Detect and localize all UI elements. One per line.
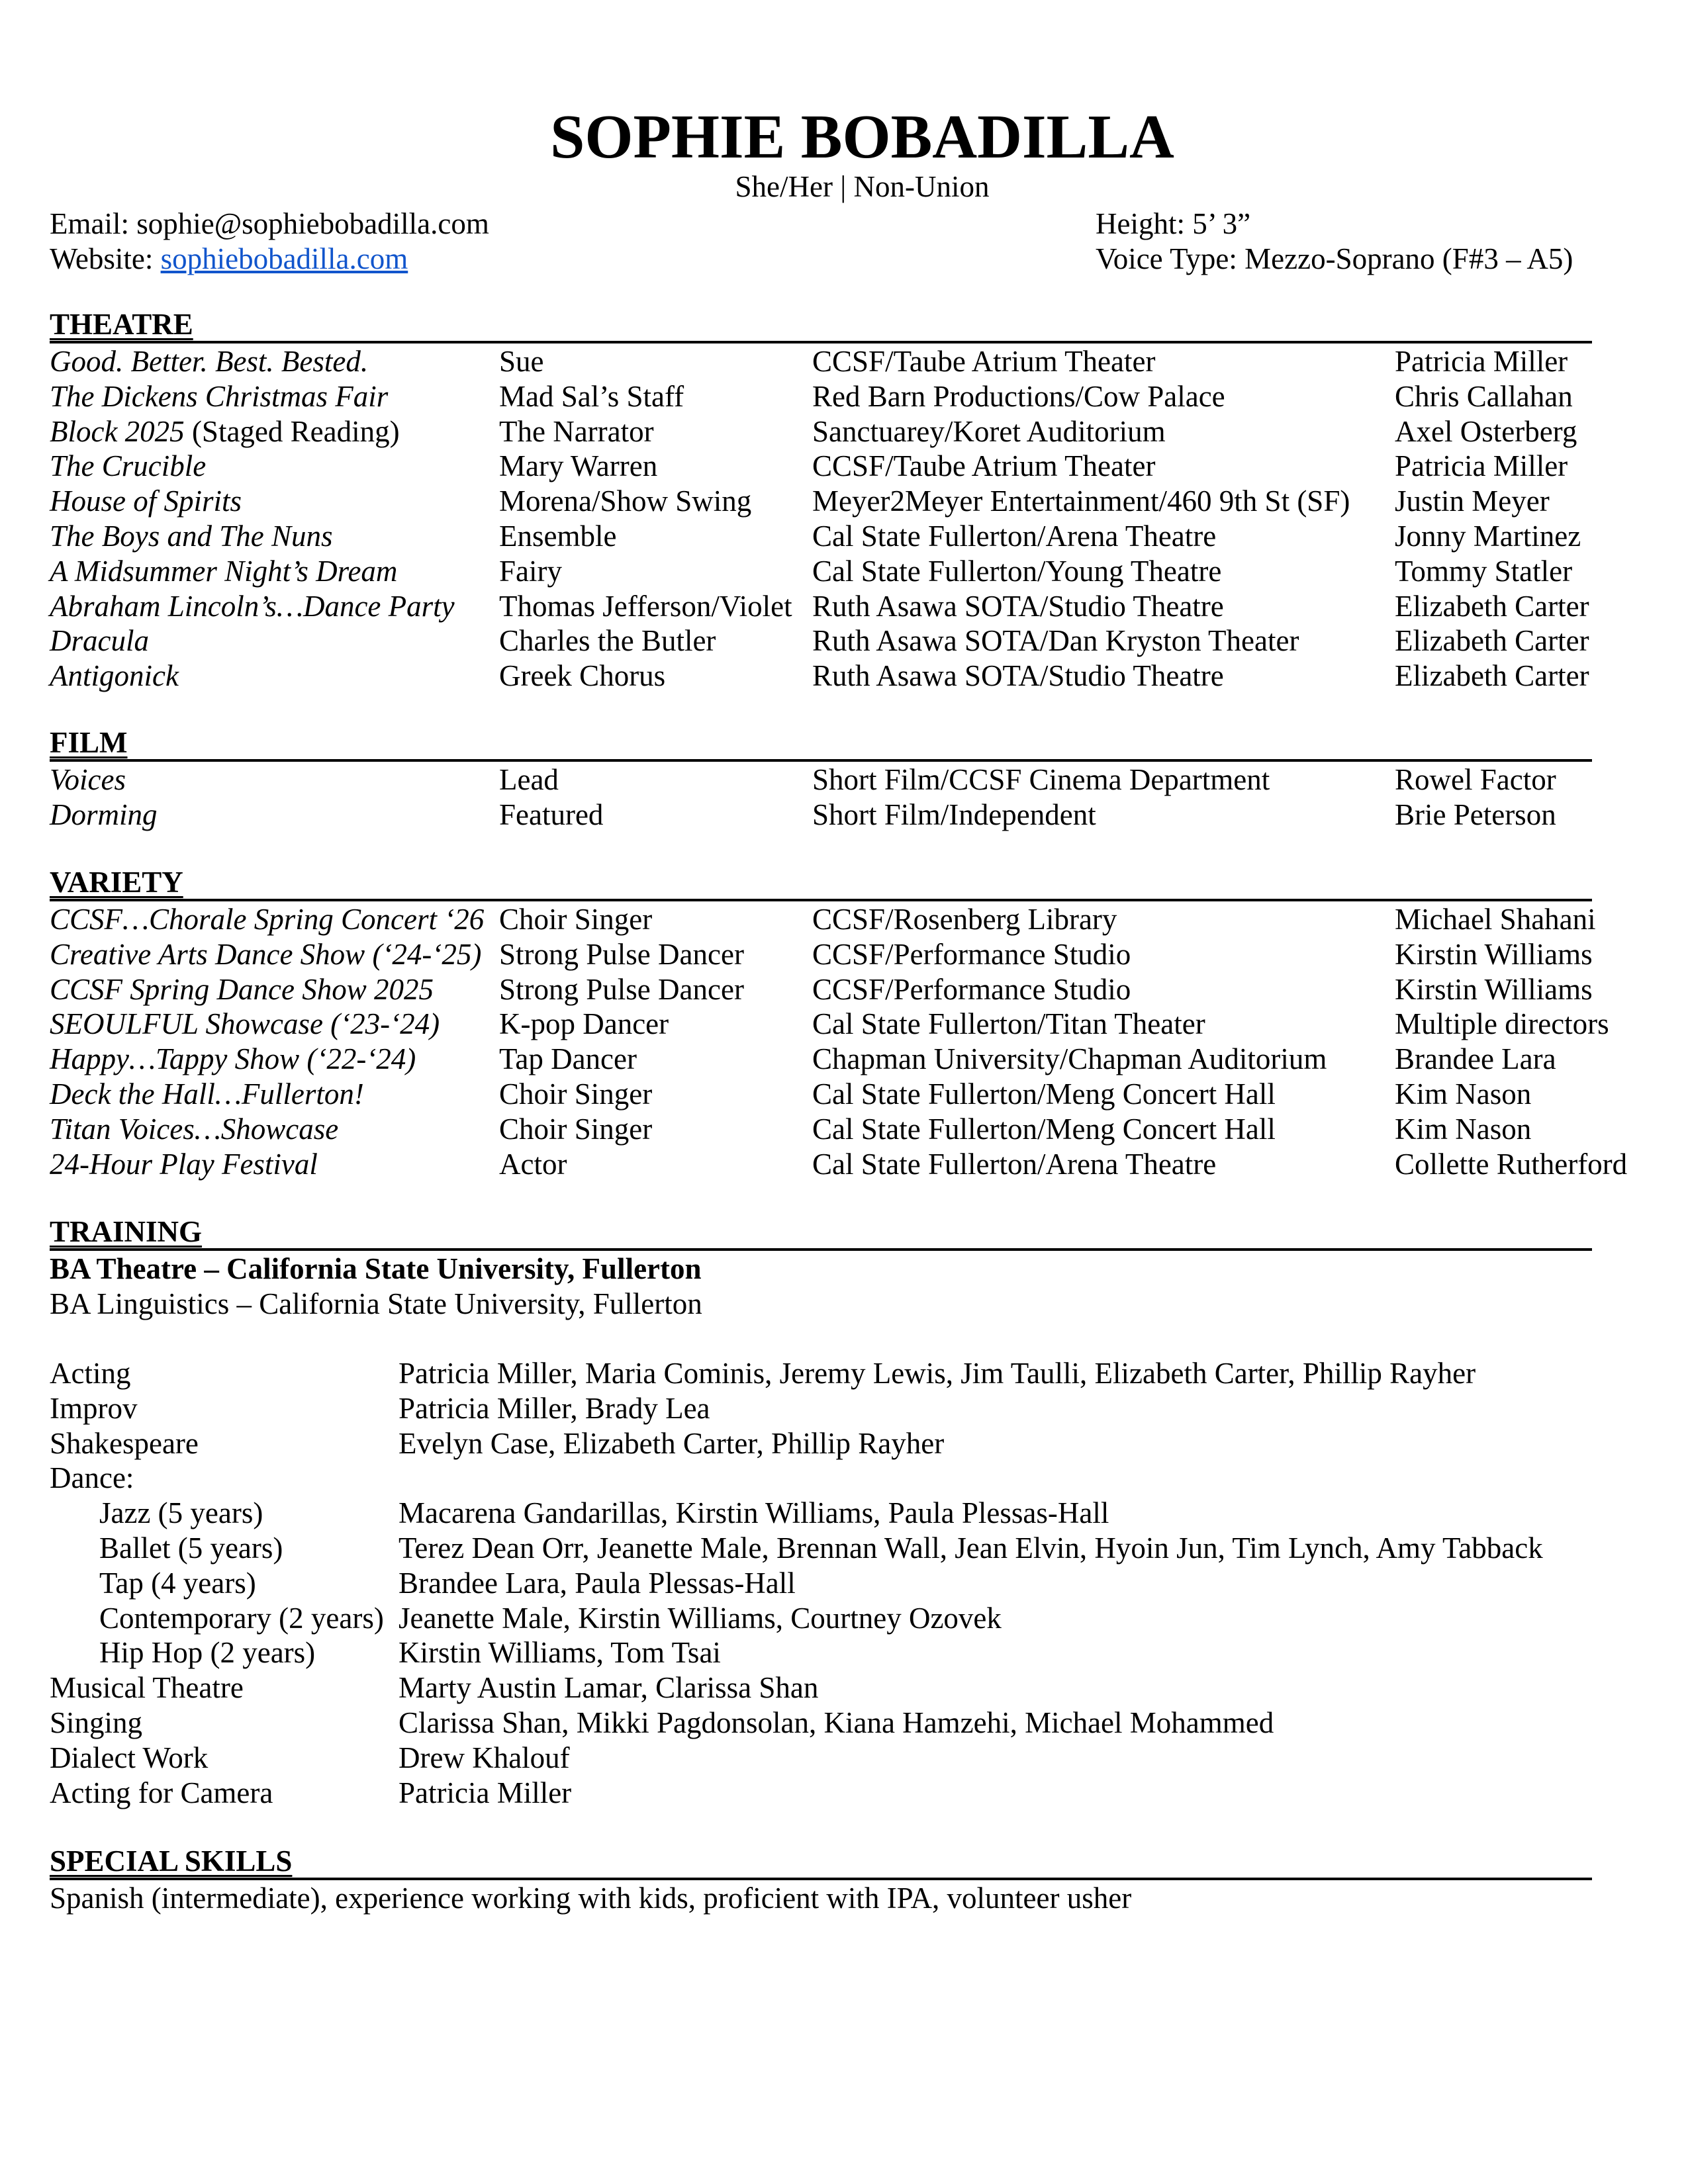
training-subject: Improv <box>50 1391 138 1425</box>
voice-type-line: Voice Type: Mezzo-Soprano (F#3 – A5) <box>1096 242 1573 275</box>
degree-primary: BA Theatre – California State University, Fullerton <box>50 1252 702 1285</box>
training-subject: Singing <box>50 1706 143 1739</box>
credit-role: Morena/Show Swing <box>499 484 752 518</box>
credit-role: Thomas Jefferson/Violet <box>499 589 792 623</box>
theatre-credit-row <box>0 519 1688 554</box>
credit-title: A Midsummer Night’s Dream <box>50 554 398 588</box>
credit-title: CCSF…Chorale Spring Concert ‘26 <box>50 903 485 936</box>
credit-role: Mary Warren <box>499 449 658 483</box>
training-teachers: Drew Khalouf <box>399 1741 570 1774</box>
credit-title: Dracula <box>50 624 149 658</box>
credit-company: Sanctuarey/Koret Auditorium <box>812 414 1166 448</box>
training-teachers: Patricia Miller, Maria Cominis, Jeremy Lewis, Jim Taulli, Elizabeth Carter, Phillip Rayher <box>399 1357 1476 1390</box>
credit-title-cell <box>50 1042 416 1077</box>
credit-title-cell <box>50 1147 318 1182</box>
credit-title: Block 2025 <box>50 414 185 448</box>
website-line <box>50 240 408 277</box>
credit-title: Good. Better. Best. Bested. <box>50 345 369 378</box>
pronouns-union-status: She/Her | Non-Union <box>735 170 990 203</box>
training-subject: Shakespeare <box>50 1426 199 1460</box>
credit-company: Cal State Fullerton/Meng Concert Hall <box>812 1077 1276 1111</box>
training-teachers: Brandee Lara, Paula Plessas-Hall <box>399 1566 796 1600</box>
credit-company: CCSF/Taube Atrium Theater <box>812 345 1156 378</box>
credit-company: Red Barn Productions/Cow Palace <box>812 379 1225 413</box>
credit-title-cell <box>50 414 400 449</box>
email-line: Email: sophie@sophiebobadilla.com <box>50 207 489 240</box>
credit-title-cell <box>50 1112 338 1147</box>
credit-role: Ensemble <box>499 520 617 553</box>
credit-title: The Crucible <box>50 449 207 483</box>
credit-title: The Dickens Christmas Fair <box>50 379 389 413</box>
training-row <box>0 1706 1688 1741</box>
variety-credit-row <box>0 1077 1688 1112</box>
height-line: Height: 5’ 3” <box>1096 207 1251 240</box>
variety-credit-row <box>0 1147 1688 1182</box>
credit-title: Dorming <box>50 797 158 831</box>
credit-company: Ruth Asawa SOTA/Studio Theatre <box>812 589 1224 623</box>
credit-title: 24-Hour Play Festival <box>50 1147 318 1181</box>
website-link[interactable]: sophiebobadilla.com <box>160 242 408 275</box>
credit-role: Mad Sal’s Staff <box>499 379 684 413</box>
theatre-credit-row <box>0 449 1688 484</box>
training-teachers: Patricia Miller, Brady Lea <box>399 1391 710 1425</box>
theatre-credit-row <box>0 484 1688 519</box>
training-subject: Acting for Camera <box>50 1776 273 1809</box>
training-row <box>0 1356 1688 1391</box>
variety-credit-row <box>0 1042 1688 1077</box>
training-row <box>0 1670 1688 1706</box>
credit-title: Titan Voices…Showcase <box>50 1112 339 1146</box>
credit-role: Lead <box>499 763 559 796</box>
film-heading: FILM <box>50 726 1592 762</box>
credit-role: Sue <box>499 345 544 378</box>
theatre-credit-row <box>0 659 1688 694</box>
variety-credit-row <box>0 937 1688 972</box>
training-teachers: Clarissa Shan, Mikki Pagdonsolan, Kiana Hamzehi, Michael Mohammed <box>399 1706 1274 1739</box>
credit-title-cell <box>50 379 388 414</box>
training-teachers: Kirstin Williams, Tom Tsai <box>399 1636 721 1670</box>
credit-director: Multiple directors <box>1395 1007 1609 1041</box>
credit-title-cell <box>50 344 368 379</box>
credit-role: Fairy <box>499 554 562 588</box>
training-row <box>0 1741 1688 1776</box>
credit-title: The Boys and The Nuns <box>50 520 333 553</box>
training-subject: Contemporary (2 years) <box>99 1601 384 1635</box>
credit-role: Featured <box>499 797 604 831</box>
credit-title: Deck the Hall…Fullerton! <box>50 1077 364 1111</box>
credit-director: Kim Nason <box>1395 1112 1532 1146</box>
credit-role: The Narrator <box>499 414 654 448</box>
credit-title: CCSF Spring Dance Show 2025 <box>50 972 434 1006</box>
credit-director: Axel Osterberg <box>1395 414 1577 448</box>
website-label: Website: <box>50 242 161 275</box>
variety-heading: VARIETY <box>50 866 1592 901</box>
credit-director: Brandee Lara <box>1395 1042 1556 1076</box>
training-subject: Hip Hop (2 years) <box>99 1636 316 1670</box>
variety-credit-row <box>0 902 1688 937</box>
theatre-heading: THEATRE <box>50 308 1592 343</box>
theatre-credit-row <box>0 623 1688 659</box>
credit-company: Cal State Fullerton/Arena Theatre <box>812 1147 1217 1181</box>
credit-title-cell <box>50 554 397 589</box>
credit-director: Kirstin Williams <box>1395 972 1593 1006</box>
credit-role: Actor <box>499 1147 567 1181</box>
credit-title-cell <box>50 762 126 797</box>
credit-director: Kirstin Williams <box>1395 937 1593 971</box>
credit-role: Charles the Butler <box>499 624 716 658</box>
credit-director: Michael Shahani <box>1395 903 1596 936</box>
credit-role: Choir Singer <box>499 1077 653 1111</box>
credit-role: Strong Pulse Dancer <box>499 937 744 971</box>
credit-role: Strong Pulse Dancer <box>499 972 744 1006</box>
credit-title-cell <box>50 1007 440 1042</box>
credit-director: Kim Nason <box>1395 1077 1532 1111</box>
training-row <box>0 1566 1688 1601</box>
training-row <box>0 1426 1688 1461</box>
credit-company: CCSF/Taube Atrium Theater <box>812 449 1156 483</box>
theatre-credit-row <box>0 589 1688 624</box>
credit-director: Patricia Miller <box>1395 345 1568 378</box>
credit-role: Choir Singer <box>499 1112 653 1146</box>
training-subject: Acting <box>50 1357 131 1390</box>
credit-company: Short Film/CCSF Cinema Department <box>812 763 1270 796</box>
credit-title-cell <box>50 972 434 1007</box>
theatre-credit-row <box>0 379 1688 414</box>
credit-title-cell <box>50 797 158 833</box>
credit-company: Cal State Fullerton/Titan Theater <box>812 1007 1205 1041</box>
training-heading: TRAINING <box>50 1215 1592 1251</box>
credit-title: Antigonick <box>50 659 179 693</box>
training-row <box>0 1531 1688 1566</box>
credit-title: Voices <box>50 763 126 796</box>
training-subject: Jazz (5 years) <box>99 1496 263 1530</box>
degree-secondary: BA Linguistics – California State University, Fullerton <box>50 1287 702 1320</box>
theatre-credit-row <box>0 344 1688 379</box>
training-teachers: Evelyn Case, Elizabeth Carter, Phillip Rayher <box>399 1426 945 1460</box>
credit-title-cell <box>50 623 149 659</box>
film-credit-row <box>0 762 1688 797</box>
credit-company: Cal State Fullerton/Meng Concert Hall <box>812 1112 1276 1146</box>
resume-name: SOPHIE BOBADILLA <box>550 103 1174 171</box>
credit-role: K-pop Dancer <box>499 1007 669 1041</box>
credit-director: Elizabeth Carter <box>1395 624 1589 658</box>
credit-director: Justin Meyer <box>1395 484 1550 518</box>
training-teachers: Marty Austin Lamar, Clarissa Shan <box>399 1671 819 1705</box>
credit-title-cell <box>50 937 481 972</box>
training-row <box>0 1461 1688 1496</box>
variety-credit-row <box>0 1112 1688 1147</box>
training-row <box>0 1635 1688 1670</box>
credit-role: Tap Dancer <box>499 1042 637 1076</box>
credit-director: Tommy Statler <box>1395 554 1573 588</box>
credit-director: Collette Rutherford <box>1395 1147 1628 1181</box>
credit-role: Choir Singer <box>499 903 653 936</box>
credit-director: Chris Callahan <box>1395 379 1573 413</box>
credit-title-cell <box>50 449 206 484</box>
credit-company: CCSF/Performance Studio <box>812 937 1131 971</box>
variety-credit-row <box>0 1007 1688 1042</box>
training-subject: Ballet (5 years) <box>99 1531 283 1565</box>
credit-director: Elizabeth Carter <box>1395 659 1589 693</box>
credit-title: House of Spirits <box>50 484 242 518</box>
credit-title: SEOULFUL Showcase (‘23-‘24) <box>50 1007 440 1041</box>
training-subject: Dance: <box>50 1461 134 1495</box>
credit-role: Greek Chorus <box>499 659 666 693</box>
credit-title-cell <box>50 484 242 519</box>
credit-company: Cal State Fullerton/Young Theatre <box>812 554 1222 588</box>
training-subject: Dialect Work <box>50 1741 209 1774</box>
credit-company: Cal State Fullerton/Arena Theatre <box>812 520 1217 553</box>
credit-title: Happy…Tappy Show (‘22-‘24) <box>50 1042 416 1076</box>
special-skills-text: Spanish (intermediate), experience working with kids, proficient with IPA, volunteer usher <box>50 1882 1132 1915</box>
credit-director: Elizabeth Carter <box>1395 589 1589 623</box>
credit-title-cell <box>50 1077 364 1112</box>
credit-director: Rowel Factor <box>1395 763 1556 796</box>
training-subject: Musical Theatre <box>50 1671 244 1705</box>
credit-title-cell <box>50 659 179 694</box>
credit-title: Abraham Lincoln’s…Dance Party <box>50 589 455 623</box>
credit-company: Ruth Asawa SOTA/Studio Theatre <box>812 659 1224 693</box>
theatre-credit-row <box>0 414 1688 449</box>
training-teachers: Terez Dean Orr, Jeanette Male, Brennan Wall, Jean Elvin, Hyoin Jun, Tim Lynch, Amy Tabback <box>399 1531 1543 1565</box>
theatre-credit-row <box>0 554 1688 589</box>
credit-company: Short Film/Independent <box>812 797 1096 831</box>
credit-company: CCSF/Performance Studio <box>812 972 1131 1006</box>
credit-company: Meyer2Meyer Entertainment/460 9th St (SF) <box>812 484 1350 518</box>
credit-title: Creative Arts Dance Show (‘24-‘25) <box>50 937 482 971</box>
training-subject: Tap (4 years) <box>99 1566 256 1600</box>
training-teachers: Patricia Miller <box>399 1776 572 1809</box>
training-row <box>0 1496 1688 1531</box>
credit-director: Jonny Martinez <box>1395 520 1581 553</box>
credit-company: Chapman University/Chapman Auditorium <box>812 1042 1327 1076</box>
credit-title-cell <box>50 519 333 554</box>
credit-title-cell <box>50 902 484 937</box>
variety-credit-row <box>0 972 1688 1007</box>
credit-title-note: (Staged Reading) <box>184 414 400 448</box>
training-row <box>0 1776 1688 1811</box>
credit-director: Patricia Miller <box>1395 449 1568 483</box>
film-credit-row <box>0 797 1688 833</box>
special-skills-heading: SPECIAL SKILLS <box>50 1844 1592 1880</box>
credit-company: Ruth Asawa SOTA/Dan Kryston Theater <box>812 624 1299 658</box>
training-row <box>0 1391 1688 1426</box>
training-teachers: Jeanette Male, Kirstin Williams, Courtney Ozovek <box>399 1601 1002 1635</box>
credit-director: Brie Peterson <box>1395 797 1556 831</box>
training-row <box>0 1601 1688 1636</box>
credit-title-cell <box>50 589 455 624</box>
credit-company: CCSF/Rosenberg Library <box>812 903 1117 936</box>
training-teachers: Macarena Gandarillas, Kirstin Williams, Paula Plessas-Hall <box>399 1496 1109 1530</box>
